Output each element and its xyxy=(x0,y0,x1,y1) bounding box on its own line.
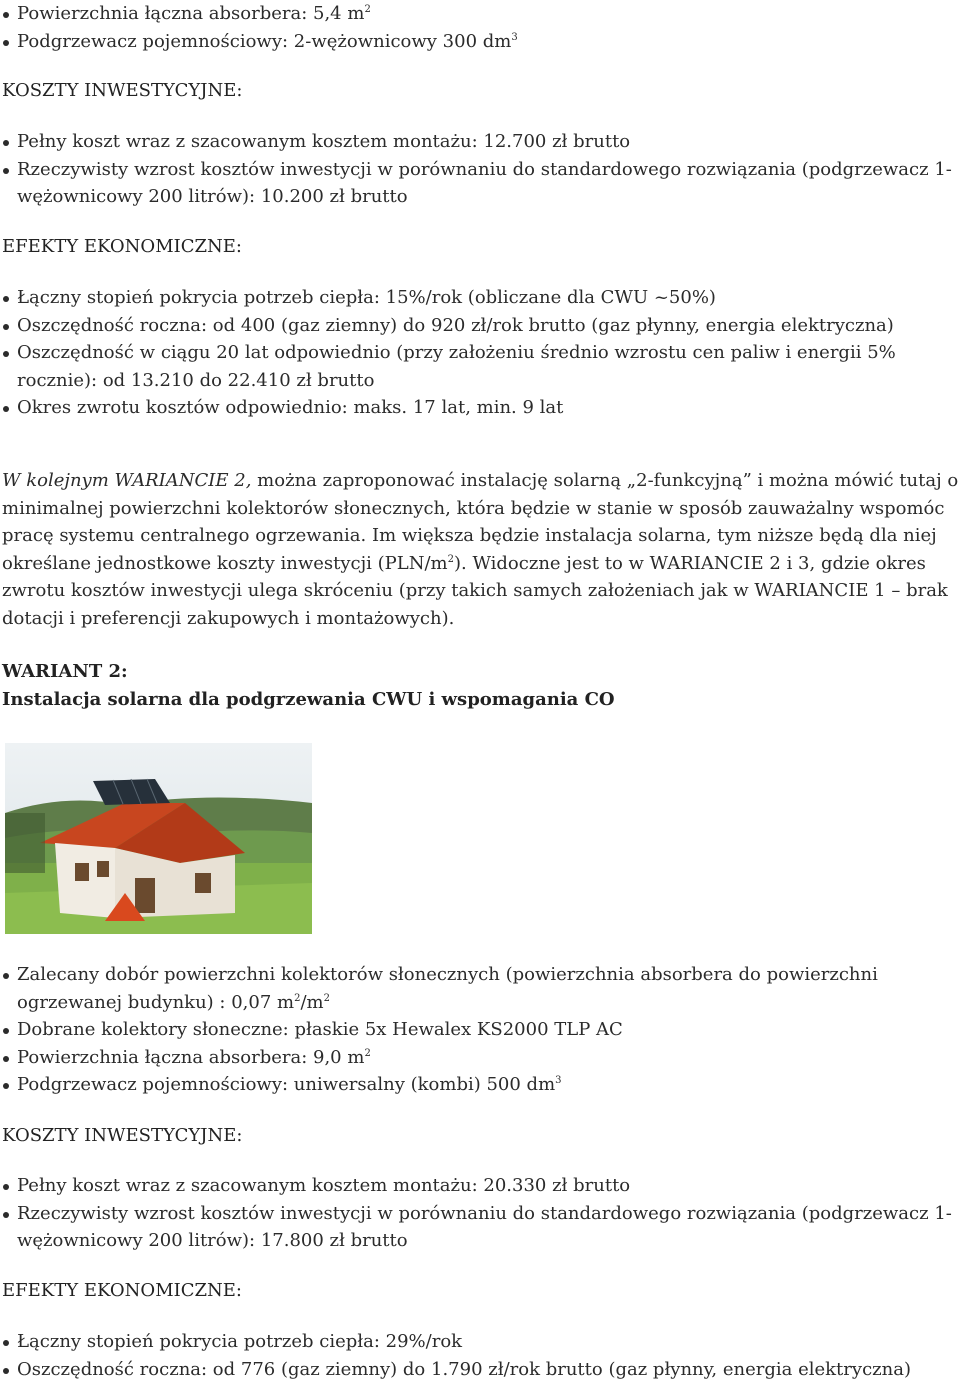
list-item: Dobrane kolektory słoneczne: płaskie 5x Hewalex KS2000 TLP AC xyxy=(2,1016,960,1044)
list-item: Powierzchnia łączna absorbera: 9,0 $m^2$ xyxy=(2,1044,960,1072)
list-item: Rzeczywisty wzrost kosztów inwestycji w porównaniu do standardowego rozwiązania (podgrzewacz 1-wężownicowy 200 litrów): 10.200 zł brutto xyxy=(2,156,960,211)
list-item: Oszczędność roczna: od 776 (gaz ziemny) do 1.790 zł/rok brutto (gaz płynny, energia elektryczna) xyxy=(2,1356,960,1384)
section-heading-effects-2: EFEKTY EKONOMICZNE: xyxy=(2,1280,242,1301)
variant-title: Instalacja solarna dla podgrzewania CWU i wspomagania CO xyxy=(2,689,615,710)
list-item: Pełny koszt wraz z szacowanym kosztem montażu: 20.330 zł brutto xyxy=(2,1172,960,1200)
variant2-spec-list xyxy=(2,961,960,1099)
variant-label: WARIANT 2: xyxy=(2,661,128,682)
effects-list-2 xyxy=(2,1328,960,1383)
list-item: Powierzchnia łączna absorbera: 5,4 $m^2$ xyxy=(2,0,960,28)
variant-description-paragraph: W kolejnym WARIANCIE 2, można zaproponować instalację solarną „2-funkcyjną” i można mówić tutaj o minimalnej powierzchni kolektorów słonecznych, która będzie w stanie w sposób zauważalny wspomóc pracę systemu centralnego ogrzewania. Im większa będzie instalacja solarna, tym niższe będą dla niej określane jednostkowe koszty inwestycji $(PLN/m^2)$. Widoczne jest to w WARIANCIE 2 i 3, gdzie okres zwrotu kosztów inwestycji ulega skróceniu (przy takich samych założeniach jak w WARIANCIE 1 – brak dotacji i preferencji zakupowych i montażowych). xyxy=(2,470,959,629)
list-item: Zalecany dobór powierzchni kolektorów słonecznych (powierzchnia absorbera do powierzchni ogrzewanej budynku) : 0,07 $m^2/m^2$ xyxy=(2,961,960,1016)
list-item: Łączny stopień pokrycia potrzeb ciepła: 29%/rok xyxy=(2,1328,960,1356)
house-solar-photo xyxy=(5,743,312,934)
costs-list xyxy=(2,128,960,211)
top-spec-list xyxy=(2,0,960,55)
list-item: Łączny stopień pokrycia potrzeb ciepła: 15%/rok (obliczane dla CWU ~50%) xyxy=(2,284,960,312)
section-heading-costs-2: KOSZTY INWESTYCYJNE: xyxy=(2,1125,243,1146)
list-item: Oszczędność w ciągu 20 lat odpowiednio (przy założeniu średnio wzrostu cen paliw i energii 5% rocznie): od 13.210 do 22.410 zł brutto xyxy=(2,339,960,394)
list-item: Oszczędność roczna: od 400 (gaz ziemny) do 920 zł/rok brutto (gaz płynny, energia elektryczna) xyxy=(2,312,960,340)
effects-list xyxy=(2,284,960,422)
section-heading-effects: EFEKTY EKONOMICZNE: xyxy=(2,236,242,257)
list-item: Rzeczywisty wzrost kosztów inwestycji w porównaniu do standardowego rozwiązania (podgrzewacz 1-wężownicowy 200 litrów): 17.800 zł brutto xyxy=(2,1200,960,1255)
section-heading-costs: KOSZTY INWESTYCYJNE: xyxy=(2,80,243,101)
list-item: Pełny koszt wraz z szacowanym kosztem montażu: 12.700 zł brutto xyxy=(2,128,960,156)
list-item: Okres zwrotu kosztów odpowiednio: maks. 17 lat, min. 9 lat xyxy=(2,394,960,422)
list-item: Podgrzewacz pojemnościowy: 2-wężownicowy 300 $dm^3$ xyxy=(2,28,960,56)
list-item: Podgrzewacz pojemnościowy: uniwersalny (kombi) 500 $dm^3$ xyxy=(2,1071,960,1099)
costs-list-2 xyxy=(2,1172,960,1255)
